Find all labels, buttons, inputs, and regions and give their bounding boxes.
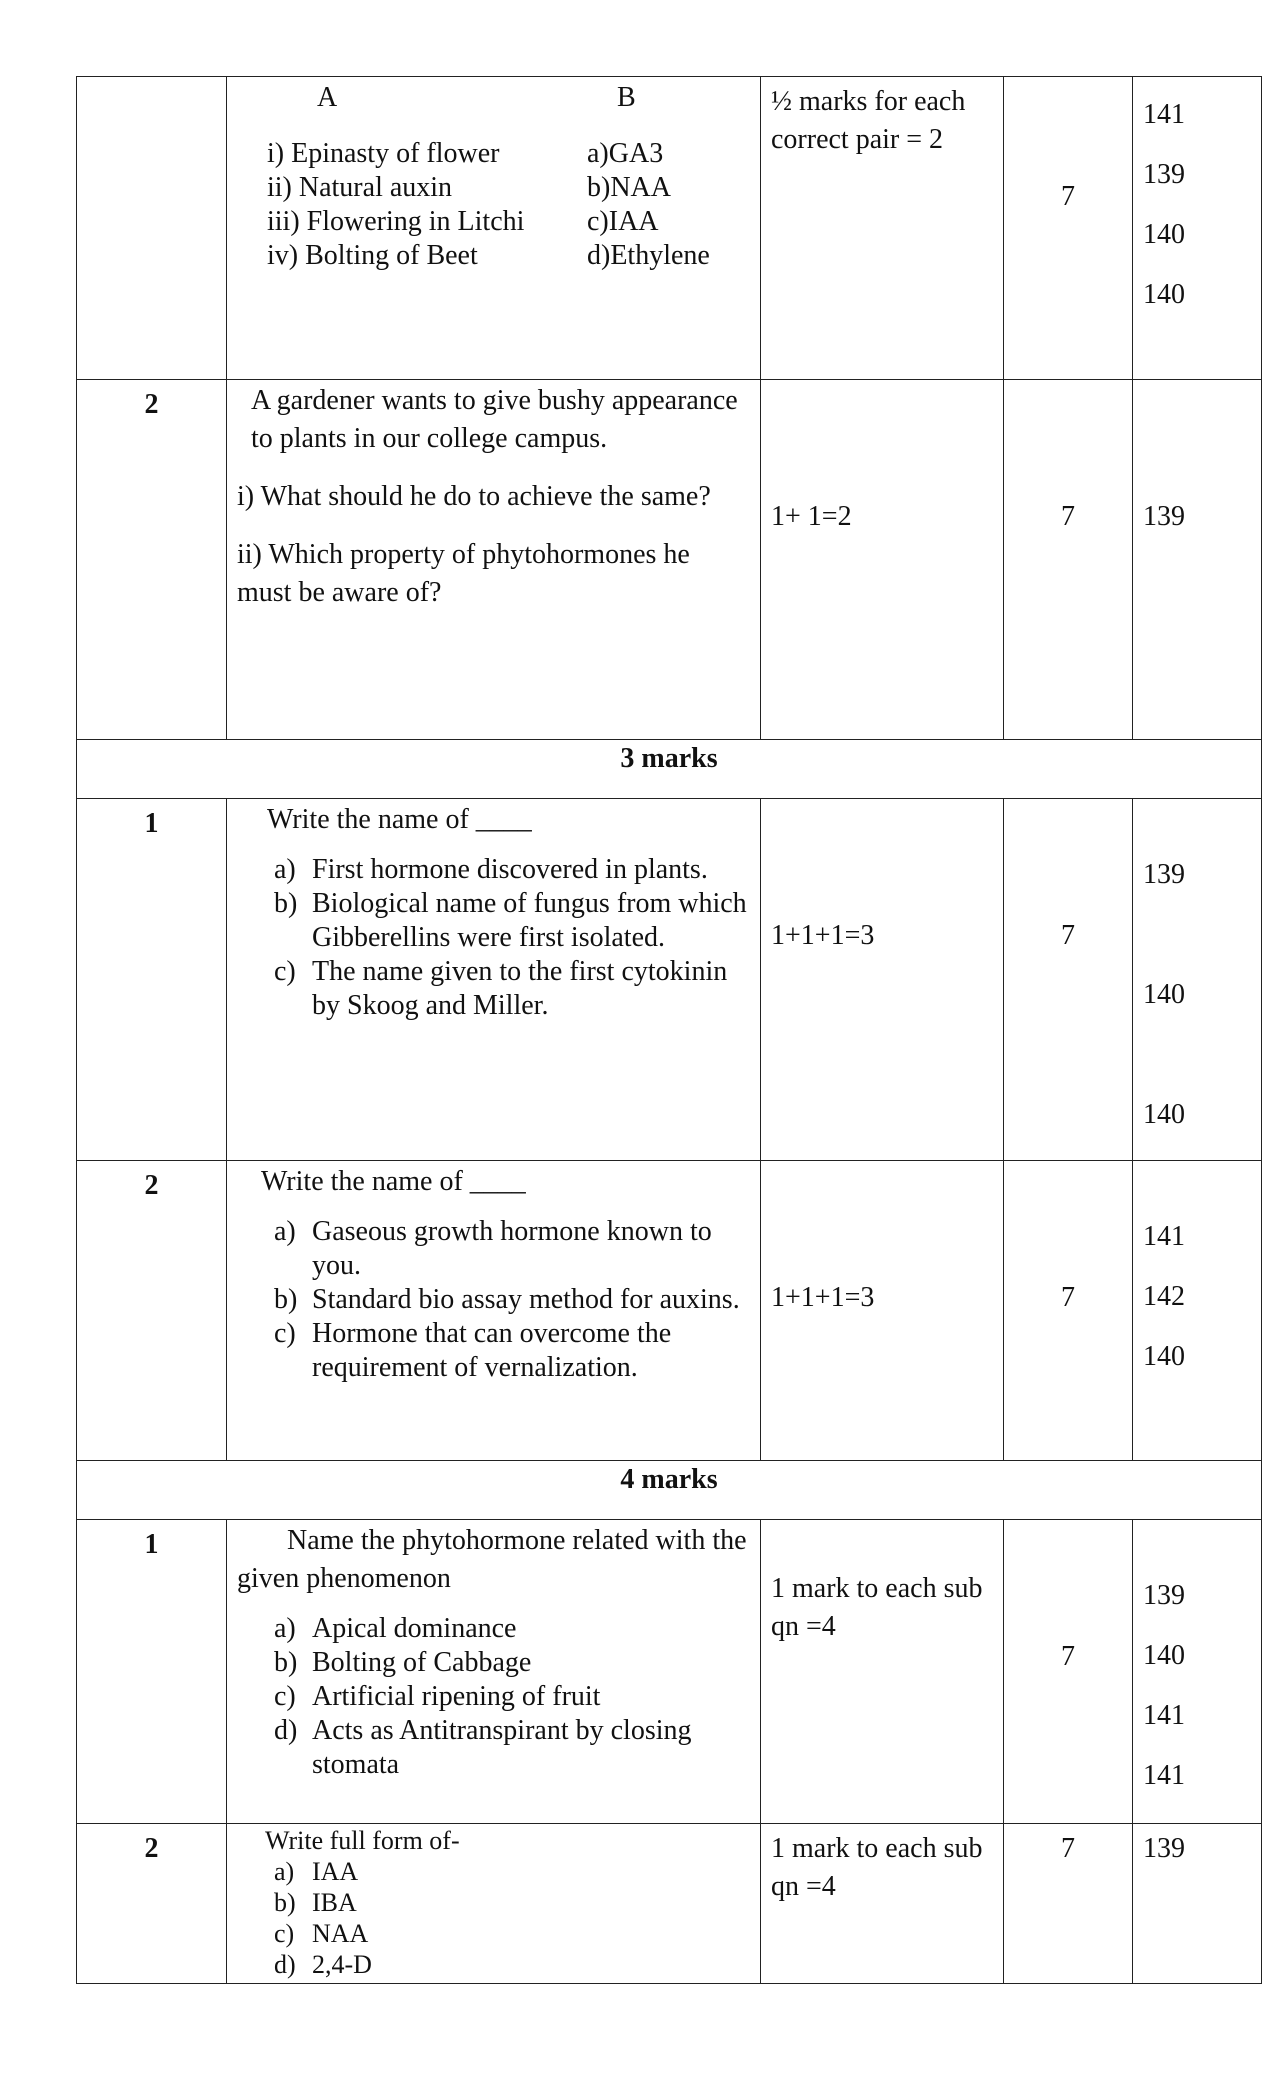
list-item xyxy=(274,853,750,887)
list-item xyxy=(274,1283,750,1317)
question-intro: Write the name of ____ xyxy=(261,1166,526,1197)
unit-number xyxy=(1004,77,1133,380)
page-ref: 141 xyxy=(1143,1700,1185,1731)
question-text xyxy=(227,77,761,380)
item-text: IBA xyxy=(312,1888,357,1917)
item-text: Standard bio assay method for auxins. xyxy=(312,1284,740,1315)
marks-distribution: 1+ 1=2 xyxy=(761,380,1004,740)
question-number: 1 xyxy=(77,1520,227,1824)
unit-value: 7 xyxy=(1061,181,1075,212)
question-text xyxy=(227,1824,761,1984)
marks-distribution: 1+1+1=3 xyxy=(761,799,1004,1161)
list-item xyxy=(274,1317,750,1385)
item-text: Gaseous growth hormone known to you. xyxy=(312,1216,712,1281)
item-text: The name given to the first cytokinin by Skoog and Miller. xyxy=(312,956,728,1021)
page-references xyxy=(1133,1161,1262,1461)
item-text: Hormone that can overcome the requirement of vernalization. xyxy=(312,1318,672,1383)
page-ref: 140 xyxy=(1143,979,1185,1010)
unit-number: 7 xyxy=(1004,1824,1133,1984)
item-label: b) xyxy=(274,888,298,919)
question-text xyxy=(227,799,761,1161)
page-ref: 141 xyxy=(1143,1221,1185,1252)
page-ref: 140 xyxy=(1143,219,1185,250)
page-ref: 139 xyxy=(1143,859,1185,890)
question-text xyxy=(227,380,761,740)
page-references xyxy=(1133,799,1262,1161)
table-row xyxy=(77,77,1262,380)
item-label: d) xyxy=(274,1715,298,1746)
item-label: a) xyxy=(274,854,296,885)
list-item xyxy=(274,1887,750,1918)
item-text: NAA xyxy=(312,1919,369,1948)
page-ref: 142 xyxy=(1143,1281,1185,1312)
unit-number: 7 xyxy=(1004,1520,1133,1824)
list-item xyxy=(274,1918,750,1949)
question-intro: Write the name of ____ xyxy=(267,804,532,835)
item-text: 2,4-D xyxy=(312,1950,372,1979)
question-intro: A gardener wants to give bushy appearance to plants in our college campus. xyxy=(251,385,738,454)
item-text: First hormone discovered in plants. xyxy=(312,854,708,885)
page-ref: 139 xyxy=(1143,1580,1185,1611)
section-heading: 3 marks xyxy=(77,740,1262,799)
marks-distribution: 1 mark to each sub qn =4 xyxy=(761,1520,1004,1824)
item-label: a) xyxy=(274,1857,295,1886)
question-number: 2 xyxy=(77,1824,227,1984)
column-b-heading: B xyxy=(617,82,636,113)
marks-distribution: 1 mark to each sub qn =4 xyxy=(761,1824,1004,1984)
item-text: Apical dominance xyxy=(312,1613,517,1644)
question-intro: Write full form of- xyxy=(265,1826,460,1855)
match-item-a: i) Epinasty of flower xyxy=(267,138,500,169)
match-item-a: ii) Natural auxin xyxy=(267,172,453,203)
match-item-b: b)NAA xyxy=(587,172,671,203)
sub-question: ii) Which property of phytohormones he must be aware of? xyxy=(237,539,690,608)
list-item xyxy=(274,1612,750,1646)
list-item xyxy=(274,1680,750,1714)
table-row xyxy=(77,380,1262,740)
table-row xyxy=(77,1520,1262,1824)
sub-question-list xyxy=(237,853,750,1023)
marks-distribution: ½ marks for each correct pair = 2 xyxy=(761,77,1004,380)
page-ref: 140 xyxy=(1143,1099,1185,1130)
page-ref: 140 xyxy=(1143,1341,1185,1372)
item-text: Bolting of Cabbage xyxy=(312,1647,532,1678)
column-a-heading: A xyxy=(317,82,338,113)
item-text: IAA xyxy=(312,1857,359,1886)
section-heading: 4 marks xyxy=(77,1461,1262,1520)
unit-number: 7 xyxy=(1004,380,1133,740)
section-header-row xyxy=(77,740,1262,799)
question-text xyxy=(227,1161,761,1461)
unit-number: 7 xyxy=(1004,799,1133,1161)
sub-question-list xyxy=(237,1215,750,1385)
question-text xyxy=(227,1520,761,1824)
question-number: 2 xyxy=(77,380,227,740)
list-item xyxy=(274,1215,750,1283)
match-item-b: c)IAA xyxy=(587,206,659,237)
match-item-b: d)Ethylene xyxy=(587,240,710,271)
item-label: b) xyxy=(274,1888,296,1917)
table-row xyxy=(77,1824,1262,1984)
match-item-a: iii) Flowering in Litchi xyxy=(267,206,525,237)
item-label: a) xyxy=(274,1216,296,1247)
question-number: 2 xyxy=(77,1161,227,1461)
page-ref: 141 xyxy=(1143,1760,1185,1791)
item-label: c) xyxy=(274,1318,296,1349)
item-label: c) xyxy=(274,1681,296,1712)
question-intro: Name the phytohormone related with the given phenomenon xyxy=(237,1525,747,1594)
list-item xyxy=(274,1856,750,1887)
item-label: b) xyxy=(274,1284,298,1315)
page-reference: 139 xyxy=(1133,1824,1262,1984)
question-table xyxy=(76,76,1262,1984)
item-label: c) xyxy=(274,1919,295,1948)
match-item-a: iv) Bolting of Beet xyxy=(267,240,478,271)
list-item xyxy=(274,1949,750,1980)
list-item xyxy=(274,955,750,1023)
list-item xyxy=(274,1646,750,1680)
sub-question-list xyxy=(237,1856,750,1980)
item-text: Acts as Antitranspirant by closing stomata xyxy=(312,1715,692,1780)
sub-question-list xyxy=(237,1612,750,1782)
list-item xyxy=(274,1714,750,1782)
item-text: Biological name of fungus from which Gibberellins were first isolated. xyxy=(312,888,747,953)
question-number: 1 xyxy=(77,799,227,1161)
item-label: d) xyxy=(274,1950,296,1979)
page-ref: 141 xyxy=(1143,99,1185,130)
marks-distribution: 1+1+1=3 xyxy=(761,1161,1004,1461)
page-references xyxy=(1133,1520,1262,1824)
page-references xyxy=(1133,77,1262,380)
page-reference: 139 xyxy=(1133,380,1262,740)
page-ref: 140 xyxy=(1143,279,1185,310)
item-text: Artificial ripening of fruit xyxy=(312,1681,601,1712)
table-row xyxy=(77,799,1262,1161)
item-label: a) xyxy=(274,1613,296,1644)
section-header-row xyxy=(77,1461,1262,1520)
item-label: c) xyxy=(274,956,296,987)
question-number xyxy=(77,77,227,380)
sub-question: i) What should he do to achieve the same? xyxy=(237,481,711,512)
item-label: b) xyxy=(274,1647,298,1678)
list-item xyxy=(274,887,750,955)
match-item-b: a)GA3 xyxy=(587,138,664,169)
table-row xyxy=(77,1161,1262,1461)
page-ref: 140 xyxy=(1143,1640,1185,1671)
page-ref: 139 xyxy=(1143,159,1185,190)
unit-number: 7 xyxy=(1004,1161,1133,1461)
